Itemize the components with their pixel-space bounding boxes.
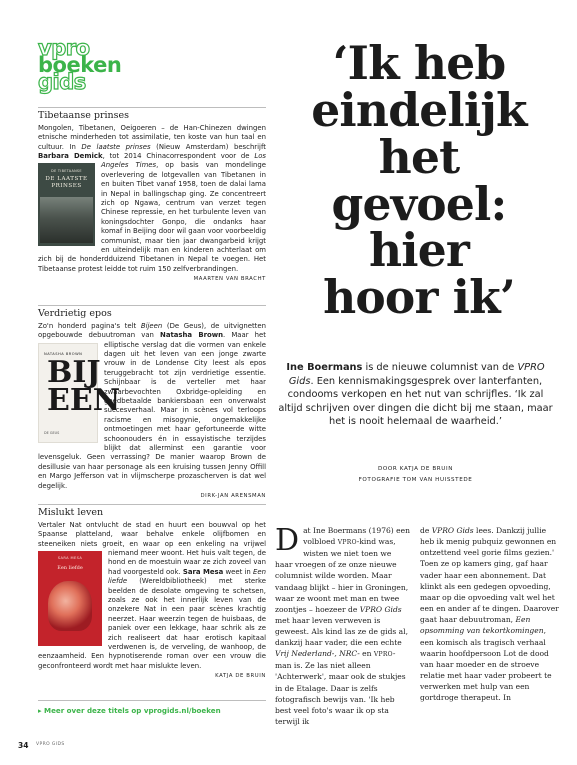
- lead-name: Ine Boermans: [286, 362, 363, 373]
- headline-line: ‘Ik heb: [332, 36, 506, 90]
- logo-line-3: gids: [38, 70, 86, 95]
- more-link-text[interactable]: Meer over deze titels op vprogids.nl/boeken: [44, 706, 221, 715]
- review-body: Mongolen, Tibetanen, Oeigoeren – de Han-Chinezen dwingen etnische minderheden tot assimilatie, ten koste van hun taal en cultuur. In De laatste prinses (Nieuw Amsterdam) beschrijft Barbara Demick, tot 2014 Chinacorrespondent DE TIBETAANSE DE LAATSTE PRINSES voor de Los Angeles Times, op basis van mondelinge overlevering de lotgevallen van Tibetanen in en buiten Tibet vanaf 1958, toen de dalai lama in Nepal in ballingschap ging. Ze concentreert zich op Ngawa, centrum van verzet tegen Chinese repressie, en het turbulente leven van koningsdochter Gonpo, die ondanks haar komaf in Beijing door wil gaan voor voorbeeldig communist, maar tien jaar dwangarbeid krijgt en uiteindelijk man en kinderen achterlaat om zich bij de honderdduizend Tibetanen in Nepal te voegen. Het Tibetaanse protest leidde tot ruim 150 zelfverbrandingen.: [38, 123, 267, 273]
- headline-line: eindelijk: [311, 82, 527, 137]
- review-title: Mislukt leven: [38, 507, 104, 518]
- review-byline: DIRK-JAN ARENSMAN: [200, 492, 266, 499]
- review-title: Tibetaanse prinses: [38, 110, 130, 121]
- logo-line-2: boeken: [38, 53, 122, 78]
- credit-photo: FOTOGRAFIE TOM VAN HUISSTEDE: [358, 476, 473, 483]
- credits: [274, 464, 557, 485]
- headline: [288, 36, 550, 325]
- headline-line: hoor ik’: [323, 270, 515, 325]
- cover-photo: [40, 197, 93, 243]
- review-byline: KATJA DE BRUIN: [215, 673, 266, 680]
- cover-illustration: [48, 581, 92, 631]
- page-number: 34: [18, 741, 29, 750]
- drop-cap: D: [275, 523, 300, 558]
- review-title: Verdrietig epos: [38, 308, 112, 319]
- book-cover-bijeen: [38, 343, 121, 443]
- lead-paragraph: [274, 361, 557, 429]
- cover-author: SARA MESA: [57, 556, 83, 561]
- cover-publisher: DE GEUS: [44, 431, 60, 436]
- issue-label: VPRO GIDS: [36, 742, 65, 747]
- cover-author: NATASHA BROWN: [44, 351, 83, 356]
- book-cover-de-laatste-prinses: [38, 163, 95, 246]
- divider: [38, 107, 266, 108]
- body-column-2: de VPRO Gids lees. Dankzij jullie heb ik menig pubquiz gewonnen en ontzettend veel gorie films gezien.' Toen ze op kamers ging, gaf haar vader haar een abonnement. Dat klinkt als een gedegen opvoeding, maar op die opvoeding valt wel het een en ander af te dingen. Daarover gaat haar debuutroman, Een opsomming van tekortkomingen, een komisch als tragisch verhaal waarin hoofdpersoon Lot de dood van haar moeder en de stroeve relatie met haar vader probeert te verwerken met hulp van een gortdroge therapeut. In: [420, 526, 559, 703]
- divider: [38, 305, 266, 306]
- credit-author: DOOR KATJA DE BRUIN: [378, 466, 453, 472]
- vpro-boekengids-logo: [38, 36, 128, 95]
- cover-title: Een liefde: [57, 565, 83, 572]
- lead-magazine: VPRO Gids: [288, 362, 545, 387]
- review-tibetaanse-prinses: [38, 110, 266, 283]
- cover-title: BIJ EEN: [47, 354, 121, 419]
- lead-text-a: is de nieuwe columnist van de: [362, 362, 518, 373]
- review-mislukt-leven: [38, 507, 266, 680]
- headline-line: het gevoel:: [331, 129, 507, 231]
- divider: [38, 700, 266, 701]
- lead-text-b: . Een kennismakingsgesprek over lanterfanten, condooms verkopen en het nut van schrijfles. ‘Ik zal altijd schrijven over dingen die dicht bij me staan, maar het is nooit helemaal de waarheid.’: [278, 375, 553, 428]
- review-body: Zo'n honderd pagina's telt Bijeen (De Geus), de uitvignetten opgebouwde debuutroman van Natasha Brown. Maar het elliptische verslag dat die vormen van enkele NATASHA BROWN BIJ EEN DE GEUS dagen uit het leven van een jonge zwarte vrouw in de Londense City leest als epos teruggebracht tot zijn verdrietige essentie. Schijnbaar is de verteller met haar zwaarbevochten Oxbridge-opleiding en goedbetaalde bankiersbaan een onverwalst succesverhaal. Maar in scènes vol terloops racisme en misogynie, ongemakkelijke ontmoetingen met haar gefortuneerde witte schoonouders én in essayistische terzijdes blijkt dat allerminst een garantie voor levensgeluk. Geen verrassing? De manier waarop Brown de desillusie van haar personage als een kruising tussen Jenny Offill en Margo Jefferson vat in vlijmscherpe prozascherven is dat wel degelijk.: [38, 321, 266, 490]
- review-verdrietig-epos: [38, 308, 266, 500]
- cover-publisher: DE TIBETAANSE: [51, 169, 82, 174]
- body-column-1: Dat Ine Boermans (1976) een volbloed VPRO-kind was, wisten we niet toen we haar vroegen of ze onze nieuwe columnist wilde worden. Maar vandaag blijkt – hier in Groningen, waar ze woont met man en twee zoontjes – hoezeer de VPRO Gids met haar leven verweven is geweest. Als kind las ze de gids al, dankzij haar vader, die een echte Vrij Nederland-, NRC- en VPRO-man is. Ze las niet alleen 'Achterwerk', maar ook de stukjes in de Etalage. Daar is zelfs fotografisch bewijs van. 'Ik heb best veel foto's waar ik op sta terwijl ik: [275, 523, 410, 727]
- book-cover-een-liefde: [38, 551, 102, 646]
- headline-line: hier: [368, 223, 470, 278]
- more-link[interactable]: ▸ Meer over deze titels op vprogids.nl/boeken: [38, 706, 221, 715]
- logo-line-1: vpro: [38, 36, 90, 60]
- review-body: Vertaler Nat ontvlucht de stad en huurt een bouwval op het Spaanse platteland, waar behalve enkele olijfbomen en steeneiken niets groeit, en waar op een enkeling na SARA MESA Een liefde vrijwel niemand meer woont. Het huis valt tegen, de hond en de moestuin waar ze zich zoveel van had voorgesteld ook. Sara Mesa weet in Een liefde (Wereldbibliotheek) met sterke beelden de desolate omgeving te schetsen, zoals ze ook het innerlijk leven van de onzekere Nat in een paar scènes krachtig neerzet. Haar weerzin tegen de huisbaas, de paniek over een lekkage, haar schrik als ze zich realiseert dat haar erotisch kapitaal verdwenen is, de verveling, de wanhoop, de eenzaamheid. Een hypnotiserende roman over een vrouw die geconfronteerd wordt met haar mislukte leven.: [38, 520, 266, 670]
- review-byline: MAARTEN VAN BRACHT: [193, 276, 266, 283]
- divider: [38, 504, 266, 505]
- cover-title: DE LAATSTE PRINSES: [45, 176, 88, 189]
